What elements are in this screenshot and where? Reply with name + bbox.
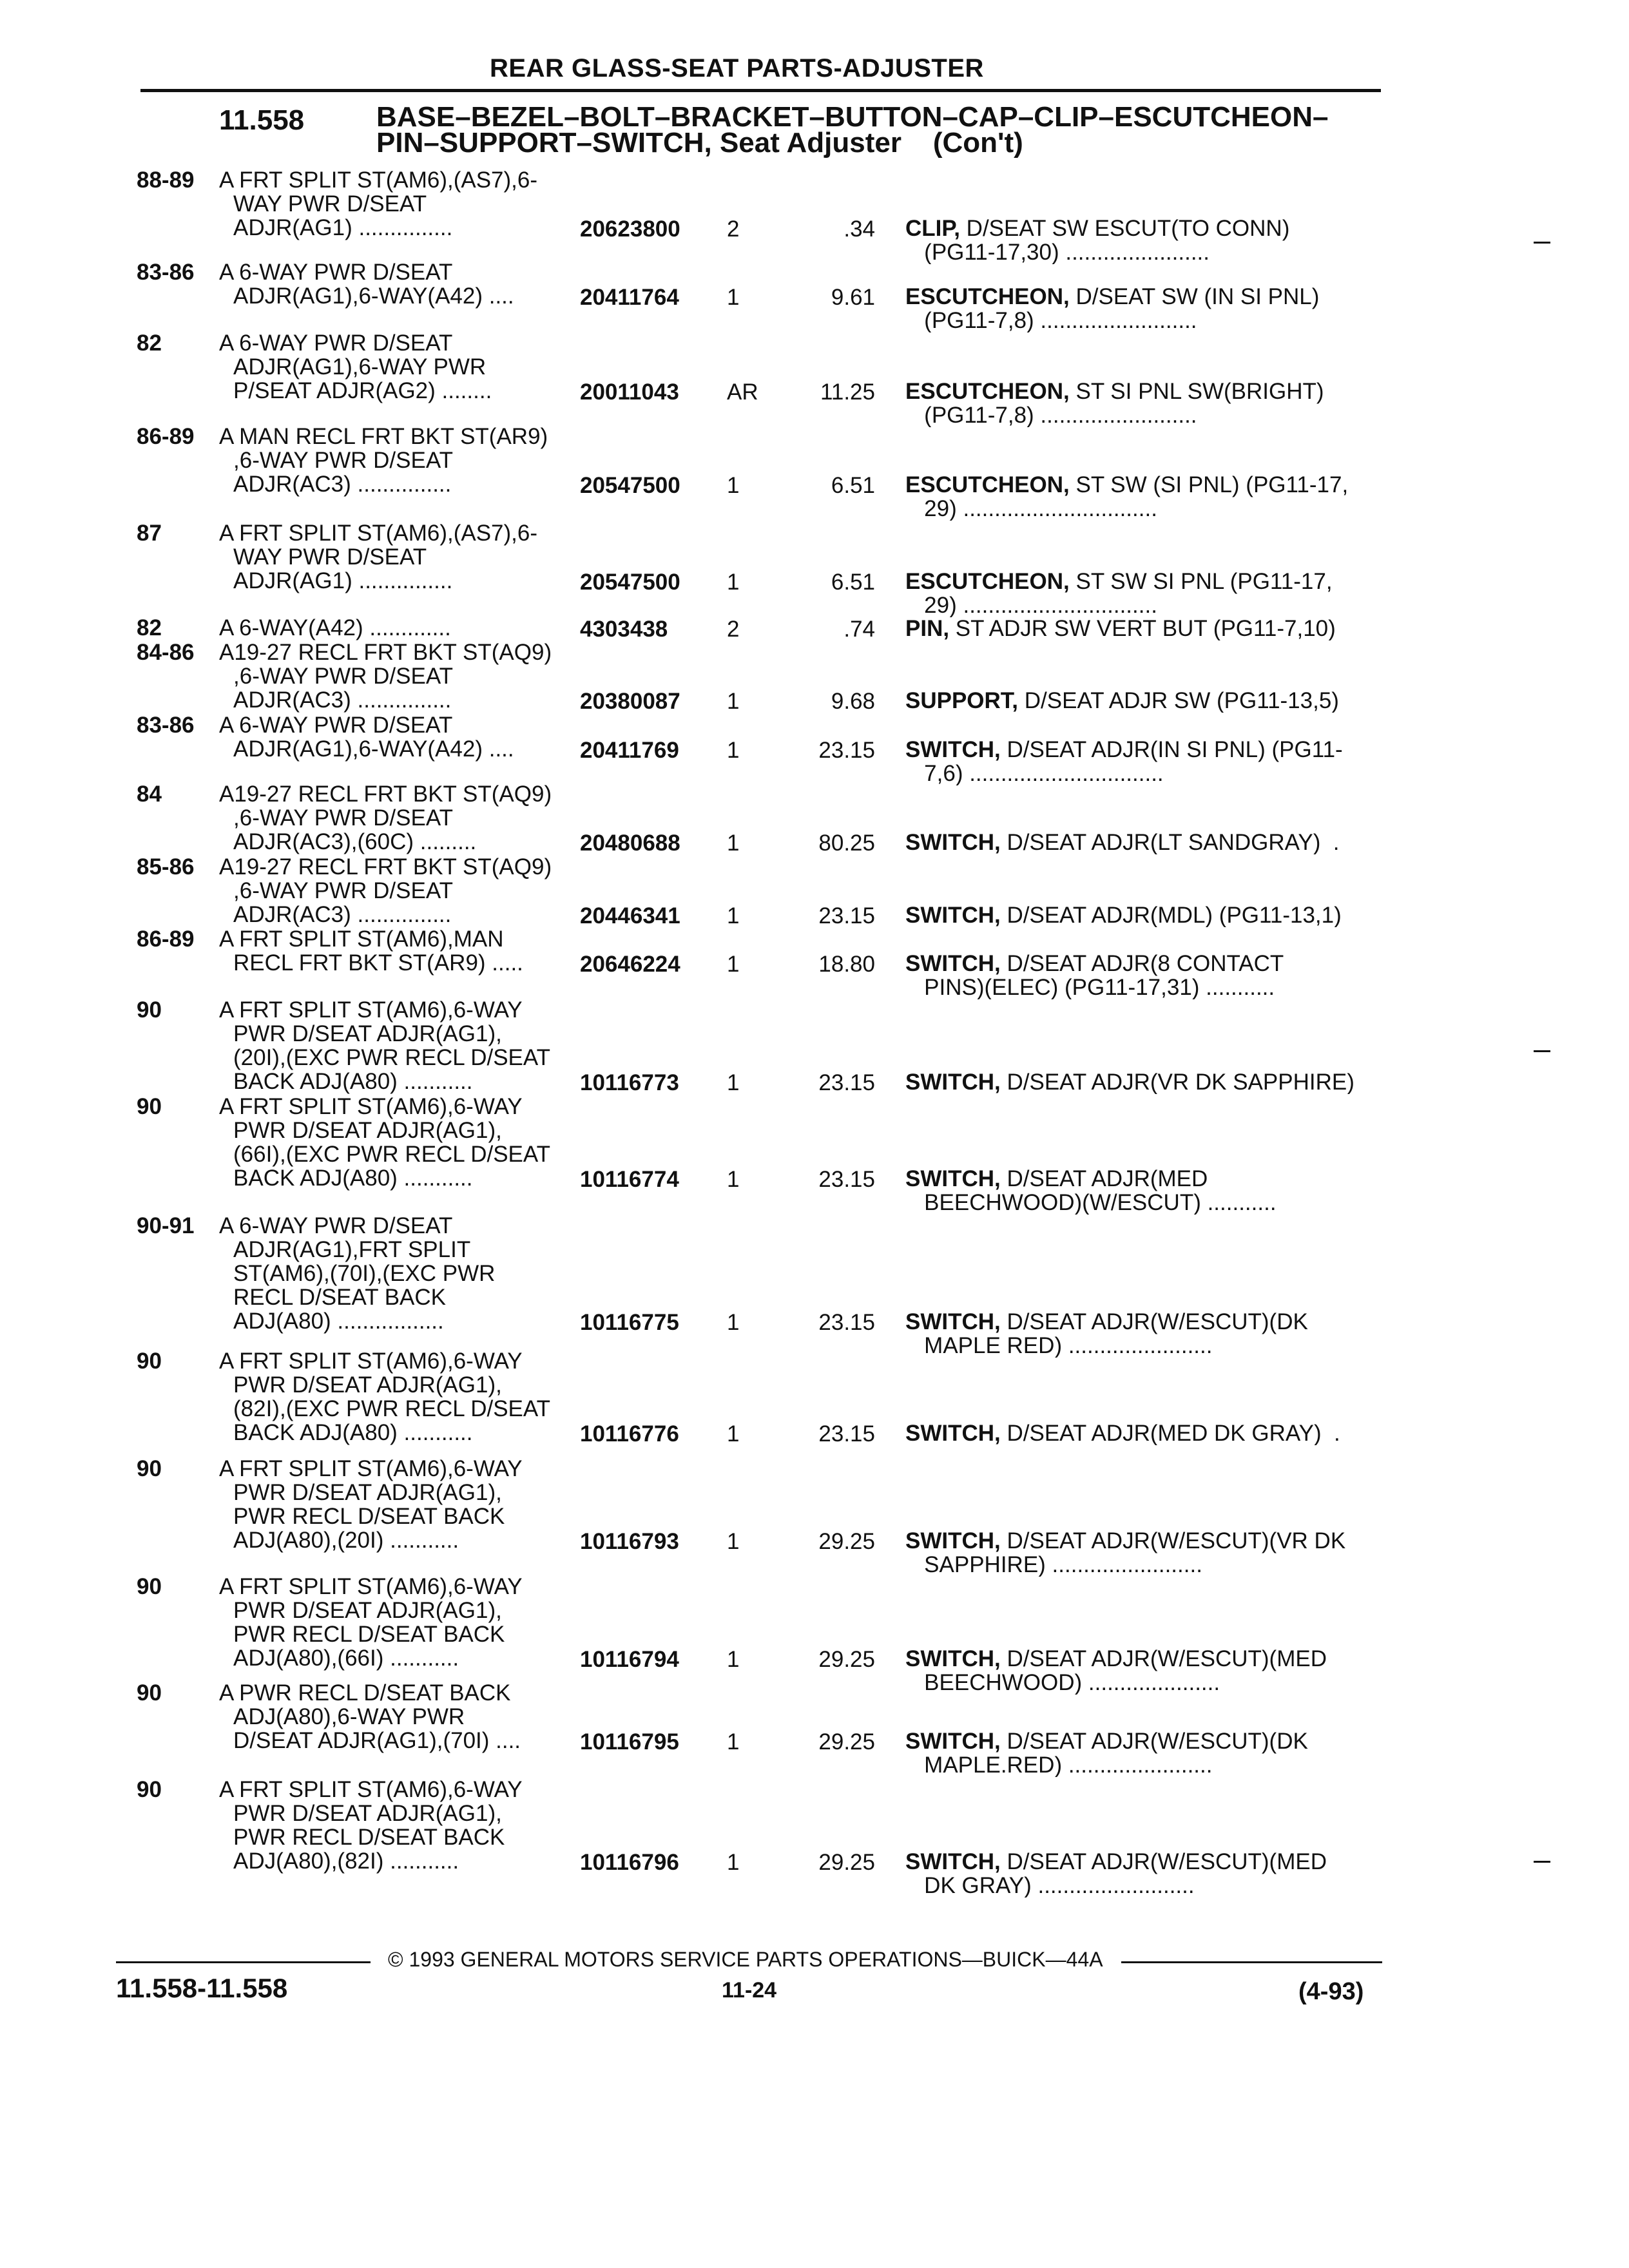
row-description-line: BACK ADJ(A80) ........... [233,1166,473,1191]
row-part-name-keyword: SWITCH, [905,1647,1001,1671]
row-year-range: 90 [137,1680,162,1706]
row-part-name-keyword: SUPPORT, [905,689,1019,713]
row-part-name-keyword: SWITCH, [905,831,1001,854]
row-part-name [905,473,1382,521]
row-description-line: RECL FRT BKT ST(AR9) ..... [233,950,523,975]
row-part-name-keyword: SWITCH, [905,1850,1001,1874]
row-description-line: A 6-WAY PWR D/SEAT [219,713,453,738]
row-part-number: 10116774 [580,1167,679,1192]
row-description-line: ADJR(AC3),(60C) ......... [233,829,477,854]
row-part-name-detail: D/SEAT ADJR(VR DK SAPPHIRE) [1000,1070,1354,1094]
row-part-name [905,738,1382,785]
row-price: 29.25 [818,1647,875,1672]
row-part-name-keyword: SWITCH, [905,1529,1001,1553]
row-price: 9.68 [831,689,875,714]
section-title-line1: BASE–BEZEL–BOLT–BRACKET–BUTTON–CAP–CLIP–ESCUTCHEON– [376,101,1329,133]
row-part-name-keyword: SWITCH, [905,1310,1001,1334]
row-price: 23.15 [818,1310,875,1335]
row-price: 23.15 [818,738,875,763]
row-part-name-detail: D/SEAT ADJR(W/ESCUT)(MED [1000,1647,1327,1671]
row-quantity: 1 [727,952,740,977]
row-part-name-continuation: 7,6) ............................... [905,761,1164,785]
row-quantity: 1 [727,1529,740,1554]
row-year-range: 84 [137,782,162,807]
row-part-name-keyword: SWITCH, [905,903,1001,927]
row-quantity: 2 [727,216,740,242]
footer-copyright: © 1993 GENERAL MOTORS SERVICE PARTS OPERATIONS—BUICK—44A [388,1948,1103,1971]
footer-section-range: 11.558-11.558 [116,1973,288,2003]
row-part-name-keyword: ESCUTCHEON, [905,473,1070,497]
row-year-range: 86-89 [137,424,195,449]
row-part-name [905,617,1382,640]
row-quantity: 1 [727,831,740,856]
row-description-line: A PWR RECL D/SEAT BACK [219,1680,511,1706]
row-description-line: PWR D/SEAT ADJR(AG1), [233,1372,502,1398]
row-part-name [905,285,1382,332]
row-part-name-detail: ST SW SI PNL (PG11-17, [1069,570,1333,594]
row-quantity: 1 [727,738,740,763]
row-part-number: 20623800 [580,216,680,242]
row-description-line: ADJ(A80),6-WAY PWR [233,1704,465,1729]
row-description-line: PWR D/SEAT ADJR(AG1), [233,1801,502,1826]
row-part-number: 10116793 [580,1529,679,1554]
row-year-range: 83-86 [137,713,195,738]
row-description-line: A FRT SPLIT ST(AM6),(AS7),6- [219,521,538,546]
row-quantity: 1 [727,285,740,310]
margin-mark [1534,1050,1550,1052]
row-part-name-detail: D/SEAT SW (IN SI PNL) [1069,285,1320,309]
row-part-name-keyword: ESCUTCHEON, [905,570,1070,594]
row-description-line: ADJ(A80),(66I) ........... [233,1646,459,1671]
row-part-number: 20446341 [580,903,680,928]
row-price: 80.25 [818,831,875,856]
row-part-name-continuation: (PG11-7,8) ......................... [905,308,1197,332]
row-price: 18.80 [818,952,875,977]
header-rule [140,89,1381,92]
row-description-line: WAY PWR D/SEAT [233,544,427,570]
row-quantity: 2 [727,617,740,642]
row-part-name-keyword: ESCUTCHEON, [905,285,1070,309]
row-price: .34 [843,216,875,242]
row-part-name-detail: D/SEAT SW ESCUT(TO CONN) [959,216,1290,241]
row-description-line: ADJ(A80),(82I) ........... [233,1849,459,1874]
row-description-line: A19-27 RECL FRT BKT ST(AQ9) [219,640,552,665]
row-part-name [905,903,1382,927]
row-description-line: ADJ(A80) ................. [233,1309,444,1334]
row-quantity: 1 [727,1310,740,1335]
row-year-range: 82 [137,615,162,640]
row-description-line: ,6-WAY PWR D/SEAT [233,664,453,689]
row-quantity: 1 [727,1729,740,1754]
row-description-line: PWR D/SEAT ADJR(AG1), [233,1480,502,1505]
row-description-line: PWR RECL D/SEAT BACK [233,1825,505,1850]
row-part-name-detail: D/SEAT ADJR(8 CONTACT [1000,952,1284,976]
row-description-line: (82I),(EXC PWR RECL D/SEAT [233,1396,551,1421]
row-description-line: A FRT SPLIT ST(AM6),6-WAY [219,1094,523,1119]
section-number: 11.558 [219,104,305,136]
row-description-line: PWR RECL D/SEAT BACK [233,1622,505,1647]
row-price: 23.15 [818,1167,875,1192]
row-description-line: PWR D/SEAT ADJR(AG1), [233,1598,502,1623]
row-description-line: A 6-WAY(A42) ............. [219,615,451,640]
row-part-name [905,1529,1382,1577]
row-description-line: A MAN RECL FRT BKT ST(AR9) [219,424,548,449]
row-quantity: 1 [727,689,740,714]
row-description-line: ADJR(AG1),6-WAY PWR [233,354,487,380]
row-year-range: 90-91 [137,1213,195,1238]
row-description-line: PWR D/SEAT ADJR(AG1), [233,1021,502,1046]
row-part-name-keyword: SWITCH, [905,738,1001,762]
row-quantity: 1 [727,1850,740,1875]
row-year-range: 85-86 [137,854,195,879]
row-quantity: 1 [727,1167,740,1192]
row-description-line: A FRT SPLIT ST(AM6),6-WAY [219,1456,523,1481]
row-part-number: 10116795 [580,1729,679,1754]
row-part-number: 20480688 [580,831,680,856]
row-price: 29.25 [818,1850,875,1875]
row-price: 9.61 [831,285,875,310]
margin-mark [1534,242,1550,244]
row-part-name-keyword: PIN, [905,617,950,640]
row-year-range: 90 [137,997,162,1023]
row-part-name [905,952,1382,999]
row-year-range: 83-86 [137,260,195,285]
row-part-name-continuation: 29) ............................... [905,496,1157,521]
row-description-line: BACK ADJ(A80) ........... [233,1069,473,1094]
row-description-line: ADJR(AC3) ............... [233,472,452,497]
row-quantity: 1 [727,570,740,595]
row-part-name-detail: D/SEAT ADJR(W/ESCUT)(DK [1000,1729,1308,1754]
row-price: 29.25 [818,1529,875,1554]
row-part-name-continuation: BEECHWOOD)(W/ESCUT) ........... [905,1190,1277,1215]
row-quantity: 1 [727,903,740,928]
row-part-number: 10116796 [580,1850,679,1875]
row-description-line: A 6-WAY PWR D/SEAT [219,331,453,356]
row-year-range: 90 [137,1456,162,1481]
row-description-line: ADJR(AC3) ............... [233,902,452,927]
row-part-number: 20411764 [580,285,679,310]
row-part-name-continuation: 29) ............................... [905,593,1157,617]
row-part-name-detail: D/SEAT ADJR(W/ESCUT)(VR DK [1000,1529,1346,1553]
row-description-line: A FRT SPLIT ST(AM6),6-WAY [219,1777,523,1802]
row-description-line: ADJ(A80),(20I) ........... [233,1528,459,1553]
row-part-name-detail: D/SEAT ADJR(MED DK GRAY) . [1000,1421,1340,1445]
row-description-line: BACK ADJ(A80) ........... [233,1420,473,1445]
row-part-number: 20411769 [580,738,679,763]
row-price: 29.25 [818,1729,875,1754]
row-part-name-continuation: DK GRAY) ......................... [905,1873,1195,1898]
row-year-range: 90 [137,1094,162,1119]
row-description-line: WAY PWR D/SEAT [233,191,427,216]
row-description-line: A19-27 RECL FRT BKT ST(AQ9) [219,854,552,879]
row-description-line: ADJR(AG1),FRT SPLIT [233,1237,471,1262]
row-description-line: ,6-WAY PWR D/SEAT [233,878,453,903]
row-price: .74 [843,617,875,642]
row-part-number: 20380087 [580,689,680,714]
row-part-name-detail: D/SEAT ADJR(LT SANDGRAY) . [1000,831,1340,854]
row-part-number: 20547500 [580,473,680,498]
row-description-line: PWR RECL D/SEAT BACK [233,1504,505,1529]
row-part-name-detail: ST ADJR SW VERT BUT (PG11-7,10) [949,617,1336,640]
row-part-number: 4303438 [580,617,668,642]
row-description-line: ADJR(AC3) ............... [233,687,452,713]
row-part-name-keyword: CLIP, [905,216,960,241]
row-part-name [905,570,1382,617]
row-part-name [905,1850,1382,1898]
row-part-name-keyword: ESCUTCHEON, [905,380,1070,404]
row-year-range: 88-89 [137,168,195,193]
row-part-name-continuation: PINS)(ELEC) (PG11-17,31) ........... [905,975,1275,999]
row-year-range: 90 [137,1349,162,1374]
row-part-number: 10116775 [580,1310,679,1335]
footer-page-number: 11-24 [722,1978,777,2003]
row-description-line: A FRT SPLIT ST(AM6),6-WAY [219,997,523,1023]
row-part-name-keyword: SWITCH, [905,1729,1001,1754]
row-part-name-continuation: SAPPHIRE) ........................ [905,1552,1202,1577]
row-part-name-keyword: SWITCH, [905,1421,1001,1445]
section-title [376,101,1329,159]
row-description-line: ADJR(AG1) ............... [233,568,453,593]
row-quantity: 1 [727,473,740,498]
row-year-range: 87 [137,521,162,546]
row-description-line: ,6-WAY PWR D/SEAT [233,448,453,473]
row-description-line: A FRT SPLIT ST(AM6),6-WAY [219,1349,523,1374]
row-part-name-keyword: SWITCH, [905,1167,1001,1191]
row-description-line: A FRT SPLIT ST(AM6),6-WAY [219,1574,523,1599]
footer-rule-left [116,1961,371,1963]
row-part-name-detail: D/SEAT ADJR(MDL) (PG11-13,1) [1000,903,1342,927]
row-part-name-continuation: BEECHWOOD) ..................... [905,1670,1220,1695]
row-price: 11.25 [820,380,875,405]
row-description-line: A FRT SPLIT ST(AM6),(AS7),6- [219,168,538,193]
row-part-name [905,1647,1382,1695]
row-description-line: P/SEAT ADJR(AG2) ........ [233,378,492,403]
row-quantity: 1 [727,1647,740,1672]
row-part-name-detail: ST SW (SI PNL) (PG11-17, [1069,473,1349,497]
row-part-name-detail: D/SEAT ADJR(W/ESCUT)(MED [1000,1850,1327,1874]
row-year-range: 90 [137,1777,162,1802]
row-part-name [905,689,1382,713]
row-price: 6.51 [831,570,875,595]
row-part-name-keyword: SWITCH, [905,952,1001,976]
row-part-number: 20011043 [580,380,679,405]
row-part-number: 10116773 [580,1070,679,1095]
row-description-line: (66I),(EXC PWR RECL D/SEAT [233,1142,551,1167]
footer-date: (4-93) [1298,1978,1364,2005]
row-description-line: ADJR(AG1),6-WAY(A42) .... [233,736,514,762]
row-quantity: AR [727,380,758,405]
row-part-name-detail: ST SI PNL SW(BRIGHT) [1069,380,1324,404]
margin-mark [1534,1861,1550,1863]
row-part-name [905,1167,1382,1215]
row-part-name-detail: D/SEAT ADJR(MED [1000,1167,1208,1191]
row-description-line: (20I),(EXC PWR RECL D/SEAT [233,1045,551,1070]
row-part-number: 10116794 [580,1647,679,1672]
footer-rule-right [1121,1961,1382,1963]
row-part-number: 20646224 [580,952,680,977]
row-part-name-keyword: SWITCH, [905,1070,1001,1094]
row-price: 23.15 [818,1070,875,1095]
row-price: 6.51 [831,473,875,498]
row-quantity: 1 [727,1421,740,1446]
row-year-range: 86-89 [137,927,195,952]
row-part-name [905,1310,1382,1358]
row-year-range: 90 [137,1574,162,1599]
row-year-range: 82 [137,331,162,356]
row-description-line: A19-27 RECL FRT BKT ST(AQ9) [219,782,552,807]
row-description-line: D/SEAT ADJR(AG1),(70I) .... [233,1728,521,1753]
page-header-title: REAR GLASS-SEAT PARTS-ADJUSTER [490,54,984,82]
row-part-name [905,1729,1382,1777]
row-part-name-continuation: MAPLE RED) ....................... [905,1333,1213,1358]
row-part-number: 10116776 [580,1421,679,1446]
row-description-line: ADJR(AG1),6-WAY(A42) .... [233,284,514,309]
row-description-line: A 6-WAY PWR D/SEAT [219,260,453,285]
row-part-name [905,216,1382,264]
row-part-name-detail: D/SEAT ADJR SW (PG11-13,5) [1018,689,1339,713]
section-title-line2: PIN–SUPPORT–SWITCH, Seat Adjuster (Con't) [376,127,1023,159]
row-quantity: 1 [727,1070,740,1095]
row-description-line: PWR D/SEAT ADJR(AG1), [233,1118,502,1143]
row-price: 23.15 [818,1421,875,1446]
row-part-name [905,1070,1382,1094]
row-description-line: RECL D/SEAT BACK [233,1285,447,1310]
row-description-line: ADJR(AG1) ............... [233,215,453,240]
row-part-name [905,380,1382,427]
row-price: 23.15 [818,903,875,928]
row-description-line: A FRT SPLIT ST(AM6),MAN [219,927,504,952]
row-part-name-detail: D/SEAT ADJR(W/ESCUT)(DK [1000,1310,1308,1334]
row-part-name-continuation: (PG11-17,30) ....................... [905,240,1210,264]
row-part-name [905,831,1382,854]
row-part-number: 20547500 [580,570,680,595]
row-part-name [905,1421,1382,1445]
row-year-range: 84-86 [137,640,195,665]
row-part-name-detail: D/SEAT ADJR(IN SI PNL) (PG11- [1000,738,1343,762]
row-part-name-continuation: MAPLE.RED) ....................... [905,1753,1213,1777]
row-part-name-continuation: (PG11-7,8) ......................... [905,403,1197,427]
row-description-line: A 6-WAY PWR D/SEAT [219,1213,453,1238]
row-description-line: ,6-WAY PWR D/SEAT [233,805,453,831]
row-description-line: ST(AM6),(70I),(EXC PWR [233,1261,496,1286]
